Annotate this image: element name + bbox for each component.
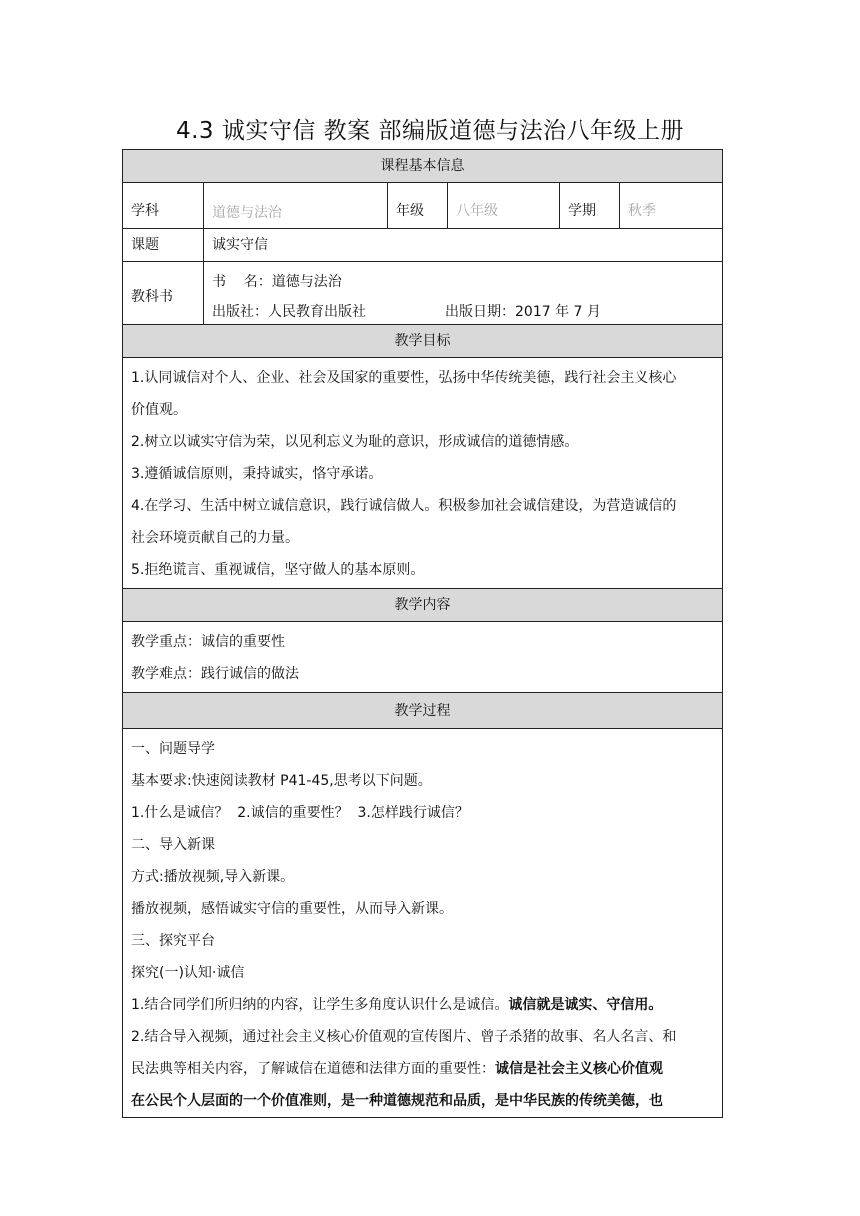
lesson-plan-table [122, 149, 723, 1118]
subject-value: 道德与法治 [204, 183, 388, 229]
process-line [131, 1085, 714, 1117]
process-row [123, 729, 723, 1118]
textbook-date: 出版日期：2017 年 7 月 [445, 304, 601, 320]
textbook-info [204, 262, 723, 325]
process-body [123, 729, 723, 1118]
goal-line: 5.拒绝谎言、重视诚信，坚守做人的基本原则。 [131, 562, 425, 578]
grade-value: 八年级 [448, 183, 560, 229]
section-header-content [123, 589, 723, 622]
section-header-basic [123, 150, 723, 183]
section-header-goals [123, 325, 723, 358]
process-line: 2.结合导入视频，通过社会主义核心价值观的宣传图片、曾子杀猪的故事、名人名言、和 [131, 1029, 677, 1045]
goal-line: 1.认同诚信对个人、企业、社会及国家的重要性，弘扬中华传统美德，践行社会主义核心 [131, 370, 677, 386]
textbook-publisher: 出版社：人民教育出版社 [212, 304, 366, 320]
process-emphasis: 诚信是社会主义核心价值观 [495, 1061, 663, 1077]
content-row [123, 622, 723, 693]
grade-label: 年级 [388, 183, 448, 229]
textbook-publisher-line [212, 302, 714, 322]
goals-row [123, 358, 723, 589]
goal-line: 社会环境贡献自己的力量。 [131, 530, 299, 546]
goal-line: 4.在学习、生活中树立诚信意识，践行诚信做人。积极参加社会诚信建设，为营造诚信的 [131, 498, 677, 514]
topic-value: 诚实守信 [204, 229, 723, 262]
goal-line: 2.树立以诚实守信为荣，以见利忘义为耻的意识，形成诚信的道德情感。 [131, 434, 579, 450]
textbook-label: 教科书 [123, 262, 204, 325]
term-value: 秋季 [620, 183, 723, 229]
goals-body [123, 358, 723, 589]
section-header-process [123, 693, 723, 729]
section-title: 教学目标 [123, 325, 723, 358]
term-label: 学期 [560, 183, 620, 229]
section-title: 教学过程 [123, 693, 723, 729]
process-line [131, 1053, 714, 1085]
document-title: 4.3 诚实守信 教案 部编版道德与法治八年级上册 [175, 118, 684, 144]
subject-label: 学科 [123, 183, 204, 229]
process-line: 1.什么是诚信？ 2.诚信的重要性？ 3.怎样践行诚信？ [131, 805, 469, 821]
topic-row [123, 229, 723, 262]
goal-line: 价值观。 [131, 402, 187, 418]
process-line [131, 989, 714, 1021]
basic-info-row [123, 183, 723, 229]
process-line: 一、问题导学 [131, 741, 215, 757]
key-point: 教学重点：诚信的重要性 [131, 634, 285, 650]
topic-label: 课题 [123, 229, 204, 262]
goal-line: 3.遵循诚信原则，秉持诚实，恪守承诺。 [131, 466, 383, 482]
section-title: 课程基本信息 [123, 150, 723, 183]
process-emphasis: 诚信就是诚实、守信用。 [508, 997, 663, 1013]
process-line: 方式:播放视频,导入新课。 [131, 869, 295, 885]
process-text: 1.结合同学们所归纳的内容，让学生多角度认识什么是诚信。 [131, 997, 509, 1013]
textbook-row [123, 262, 723, 325]
process-text: 民法典等相关内容，了解诚信在道德和法律方面的重要性： [131, 1061, 495, 1077]
section-title: 教学内容 [123, 589, 723, 622]
process-line: 探究(一)认知·诚信 [131, 965, 245, 981]
textbook-name: 书 名：道德与法治 [212, 274, 342, 290]
process-line: 二、导入新课 [131, 837, 215, 853]
process-line: 播放视频，感悟诚实守信的重要性，从而导入新课。 [131, 901, 453, 917]
process-emphasis: 在公民个人层面的一个价值准则，是一种道德规范和品质，是中华民族的传统美德，也 [131, 1093, 663, 1109]
difficult-point: 教学难点：践行诚信的做法 [131, 666, 299, 682]
process-line: 三、探究平台 [131, 933, 215, 949]
process-line: 基本要求:快速阅读教材 P41-45,思考以下问题。 [131, 773, 432, 789]
content-body [123, 622, 723, 693]
